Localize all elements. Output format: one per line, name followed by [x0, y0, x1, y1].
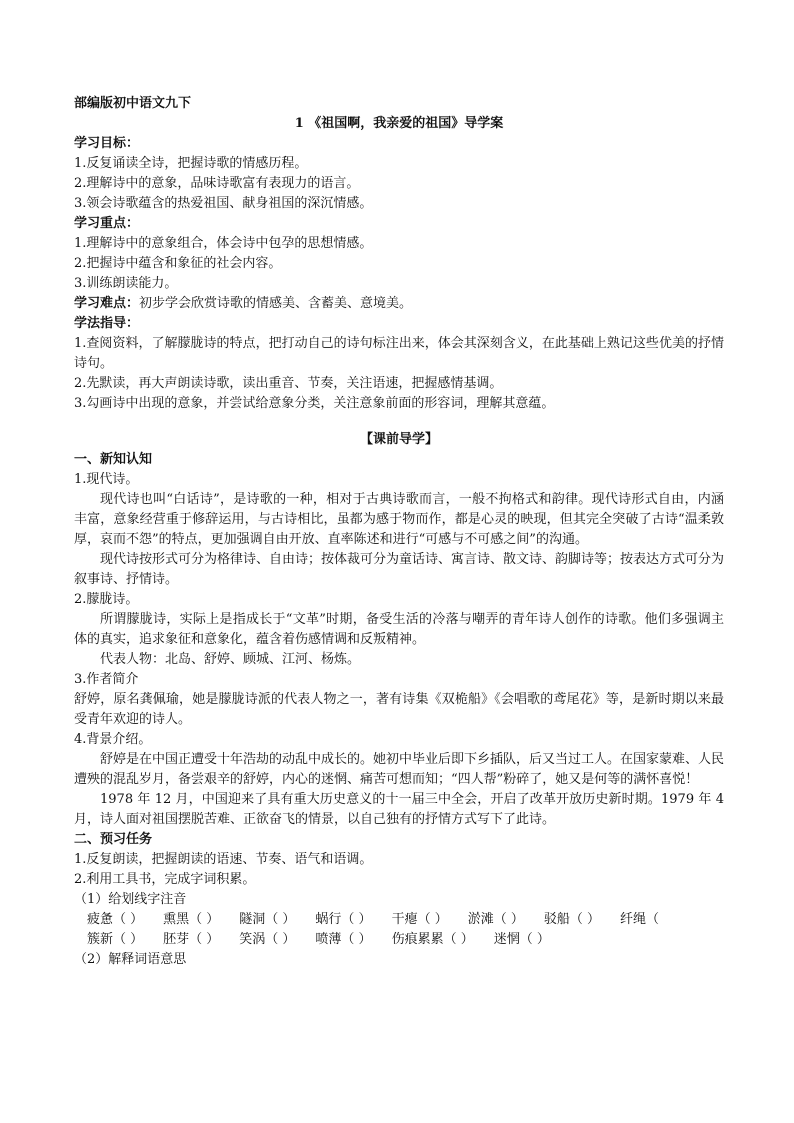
key-point-item: 1.理解诗中的意象组合，体会诗中包孕的思想情感。 — [74, 236, 373, 251]
task-item: 1.反复朗读，把握朗读的语速、节奏、语气和语调。 — [74, 852, 373, 867]
preclass-heading: 【课前导学】 — [359, 432, 438, 447]
pinyin-blank: 蜗行（ ） — [315, 912, 372, 927]
objective-item: 2.理解诗中的意象，品味诗歌富有表现力的语言。 — [74, 176, 360, 191]
pinyin-row — [74, 930, 724, 950]
key-point-item: 3.训练朗读能力。 — [74, 276, 178, 291]
method-item: 2.先默读，再大声朗读诗歌，读出重音、节奏，关注语速，把握感情基调。 — [74, 376, 503, 391]
pinyin-blank: 伤痕累累（ ） — [391, 932, 474, 947]
method-item: 3.勾画诗中出现的意象，并尝试给意象分类，关注意象前面的形容词，理解其意蕴。 — [74, 396, 555, 411]
objectives-heading: 学习目标： — [74, 136, 140, 151]
part1-heading: 一、新知认知 — [74, 452, 153, 467]
pinyin-blank: 喷薄（ ） — [315, 932, 372, 947]
pinyin-blank: 熏黑（ ） — [163, 912, 220, 927]
method-heading: 学法指导： — [74, 316, 140, 331]
pinyin-blank: 干瘪（ ） — [391, 912, 448, 927]
pinyin-row — [74, 910, 724, 930]
key-point-item: 2.把握诗中蕴含和象征的社会内容。 — [74, 256, 282, 271]
background-paragraph: 舒婷是在中国正遭受十年浩劫的动乱中成长的。她初中毕业后即下乡插队，后又当过工人。在国家蒙难、人民遭殃的混乱岁月，备尝艰辛的舒婷，内心的迷惘、痛苦可想而知；“四人帮”粉碎了，她又是何等的满怀喜悦！ — [74, 752, 725, 787]
misty-poetry-title: 2.朦胧诗。 — [74, 592, 139, 607]
pinyin-blank: 迷惘（ ） — [493, 932, 550, 947]
task-item: 2.利用工具书，完成字词积累。 — [74, 872, 256, 887]
author-paragraph: 舒婷，原名龚佩瑜，她是朦胧诗派的代表人物之一，著有诗集《双桅船》《会唱歌的鸢尾花》等，是新时期以来最受青年欢迎的诗人。 — [74, 692, 724, 727]
pinyin-blank: 纤绳（ — [619, 912, 659, 927]
modern-poetry-paragraph: 现代诗也叫“白话诗”，是诗歌的一种，相对于古典诗歌而言，一般不拘格式和韵律。现代诗形式自由，内涵丰富，意象经营重于修辞运用，与古诗相比，虽都为感于物而作，都是心灵的映现，但其完全突破了古诗“温柔敦厚，哀而不怨”的特点，更加强调自由开放、直率陈述和进行“可感与不可感之间”的沟通。 — [74, 492, 724, 547]
objective-item: 1.反复诵读全诗，把握诗歌的情感历程。 — [74, 156, 308, 171]
vocab-subheading: （2）解释词语意思 — [74, 952, 187, 967]
method-item: 1.查阅资料，了解朦胧诗的特点，把打动自己的诗句标注出来，体会其深刻含义，在此基础上熟记这些优美的抒情诗句。 — [74, 336, 724, 371]
difficulty-line — [74, 294, 724, 314]
difficulty-heading: 学习难点： — [74, 296, 140, 311]
background-paragraph: 1978 年 12 月，中国迎来了具有重大历史意义的十一届三中全会，开启了改革开放历史新时期。1979 年 4 月，诗人面对祖国摆脱苦难、正欲奋飞的情景，以自己独有的抒情方式写下了此诗。 — [74, 792, 724, 827]
pinyin-blank: 簇新（ ） — [87, 932, 144, 947]
pinyin-blank: 疲惫（ ） — [87, 912, 144, 927]
section-gap — [74, 414, 724, 430]
page-title: 1 《祖国啊，我亲爱的祖国》导学案 — [294, 116, 504, 131]
difficulty-text: 初步学会欣赏诗歌的情感美、含蓄美、意境美。 — [139, 296, 413, 311]
misty-poetry-paragraph: 所谓朦胧诗，实际上是指成长于“文革”时期，备受生活的冷落与嘲弄的青年诗人创作的诗歌。他们多强调主体的真实，追求象征和意象化，蕴含着伤感情调和反叛精神。 — [74, 612, 724, 647]
objective-item: 3.领会诗歌蕴含的热爱祖国、献身祖国的深沉情感。 — [74, 196, 373, 211]
pinyin-blank: 淤滩（ ） — [467, 912, 524, 927]
pinyin-blank: 隧洞（ ） — [239, 912, 296, 927]
part2-heading: 二、预习任务 — [74, 832, 153, 847]
pinyin-blank: 驳船（ ） — [543, 912, 600, 927]
background-title: 4.背景介绍。 — [74, 732, 152, 747]
modern-poetry-paragraph: 现代诗按形式可分为格律诗、自由诗；按体裁可分为童话诗、寓言诗、散文诗、韵脚诗等；按表达方式可分为叙事诗、抒情诗。 — [74, 552, 725, 587]
key-points-heading: 学习重点： — [74, 216, 140, 231]
misty-poetry-representatives: 代表人物：北岛、舒婷、顾城、江河、杨炼。 — [100, 652, 361, 667]
pinyin-blank: 胚芽（ ） — [163, 932, 220, 947]
pinyin-blank: 笑涡（ ） — [239, 932, 296, 947]
author-title: 3.作者简介 — [74, 672, 139, 687]
modern-poetry-title: 1.现代诗。 — [74, 472, 139, 487]
pinyin-subheading: （1）给划线字注音 — [74, 892, 187, 907]
series-label: 部编版初中语文九下 — [74, 96, 192, 111]
document-page — [74, 94, 724, 970]
